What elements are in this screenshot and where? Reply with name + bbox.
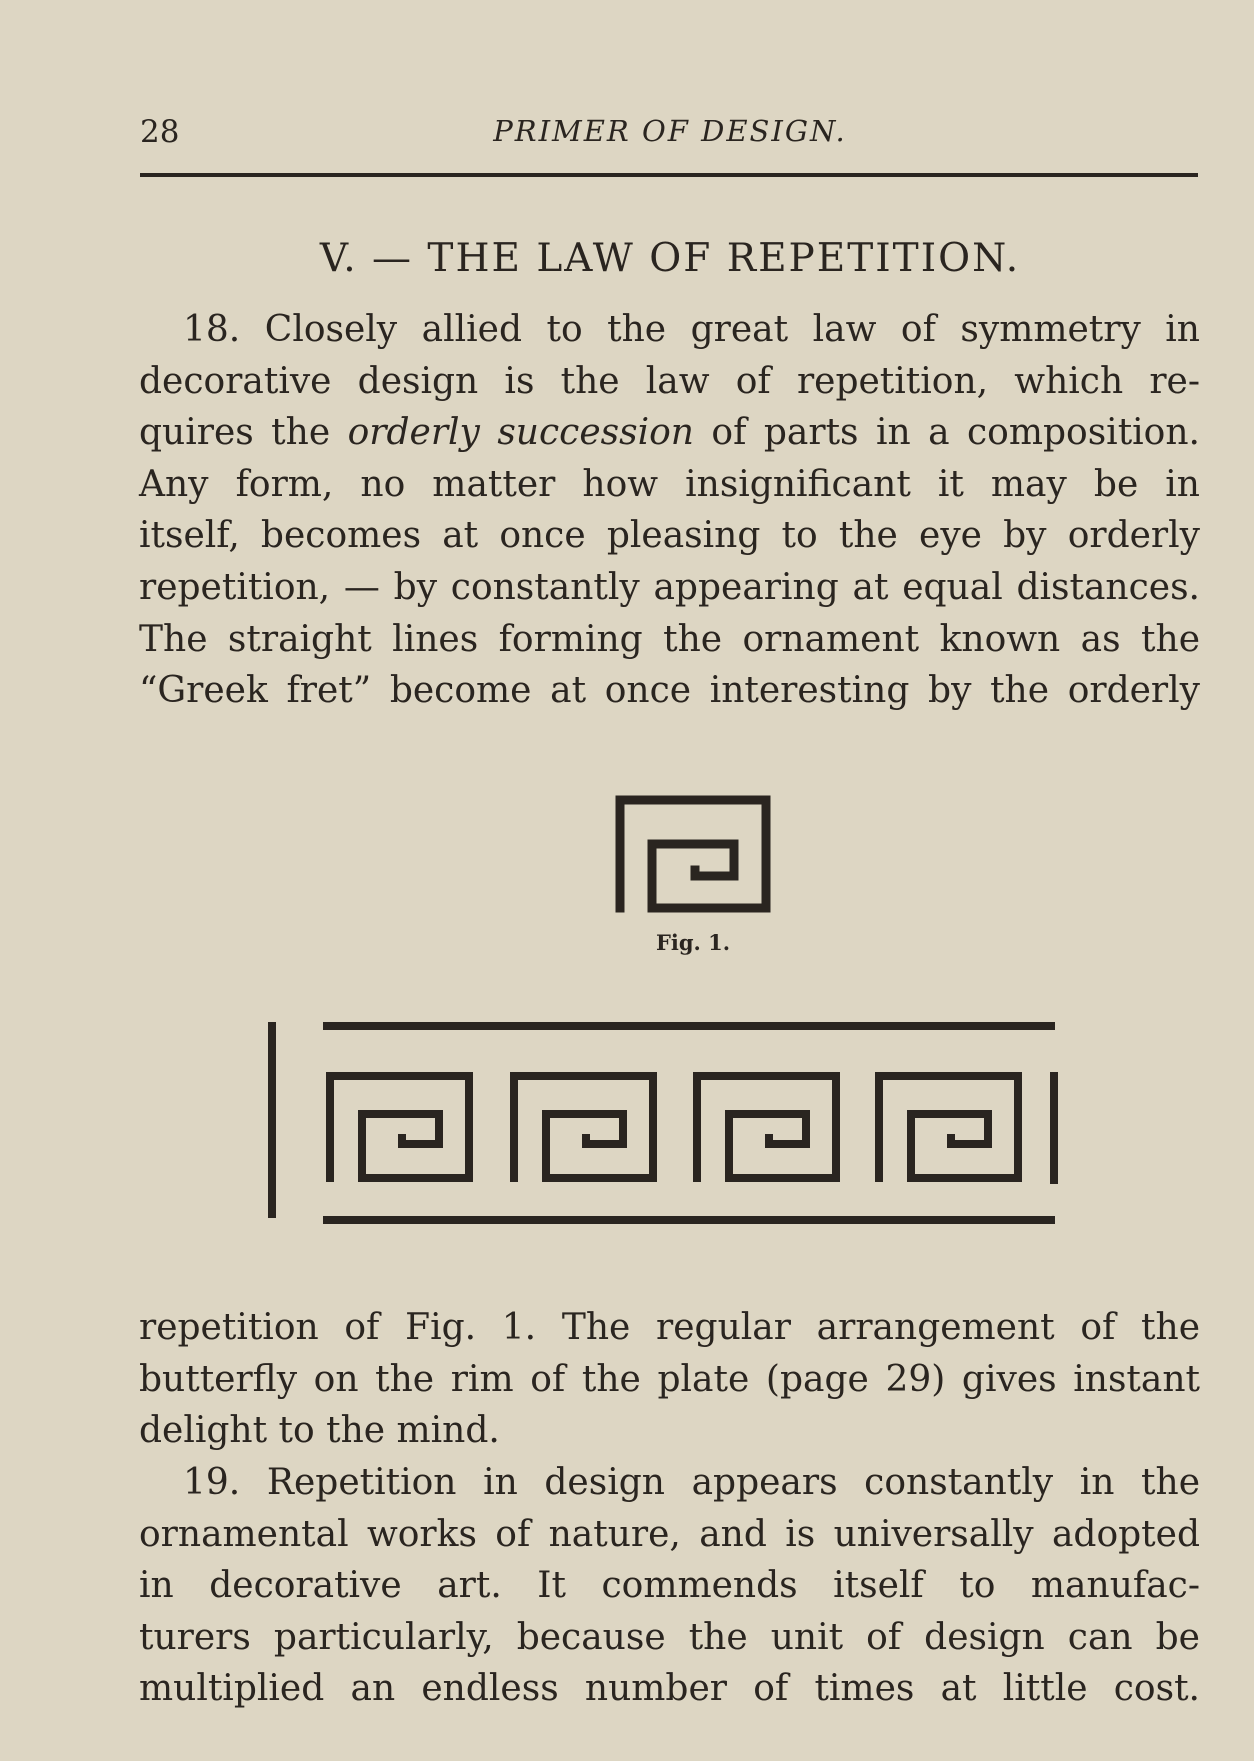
running-head <box>140 108 1200 152</box>
text-line: 18. Closely allied to the great law of symmetry in <box>183 309 1200 350</box>
figure-caption: Fig. 1. <box>655 930 731 955</box>
paragraph-18 <box>139 304 1200 717</box>
paragraph-18-continued <box>139 1302 1200 1457</box>
header-rule <box>140 173 1198 177</box>
text-line: ornamental works of nature, and is universally adopted <box>139 1513 1200 1555</box>
text-line: delight to the mind. <box>139 1410 500 1452</box>
paragraph-number: 19. <box>183 1462 241 1503</box>
text-line: 19. Repetition in design appears constantly in the <box>183 1462 1200 1503</box>
text-line: repetition of Fig. 1. The regular arrangement of the <box>139 1307 1200 1348</box>
text-line: turers particularly, because the unit of design can be <box>139 1616 1200 1658</box>
running-title: PRIMER OF DESIGN. <box>493 114 847 148</box>
chapter-title: V. — THE LAW OF REPETITION. <box>319 236 1021 281</box>
page-number: 28 <box>140 114 180 150</box>
text-line: itself, becomes at once pleasing to the eye by orderly <box>139 515 1200 557</box>
emphasis: orderly succession <box>347 412 694 454</box>
paragraph-number: 18. <box>183 309 241 350</box>
text-line: quires the orderly succession of parts in a composition. <box>139 412 1200 454</box>
text-line: repetition, — by constantly appearing at equal distances. <box>139 566 1200 608</box>
greek-fret-border-icon <box>268 1010 1068 1226</box>
text-line: multiplied an endless number of times at little cost. <box>139 1668 1200 1710</box>
text-line: in decorative art. It commends itself to manufac- <box>139 1565 1200 1607</box>
text-line: Any form, no matter how insignificant it may be in <box>139 463 1200 505</box>
greek-fret-icon <box>615 795 771 913</box>
text-line: “Greek fret” become at once interesting by the orderly <box>139 670 1200 712</box>
paragraph-19 <box>139 1457 1200 1715</box>
text-line: decorative design is the law of repetition, which re- <box>139 360 1200 402</box>
text-line: butterfly on the rim of the plate (page 29) gives instant <box>139 1358 1200 1400</box>
text-line: The straight lines forming the ornament known as the <box>139 618 1200 660</box>
